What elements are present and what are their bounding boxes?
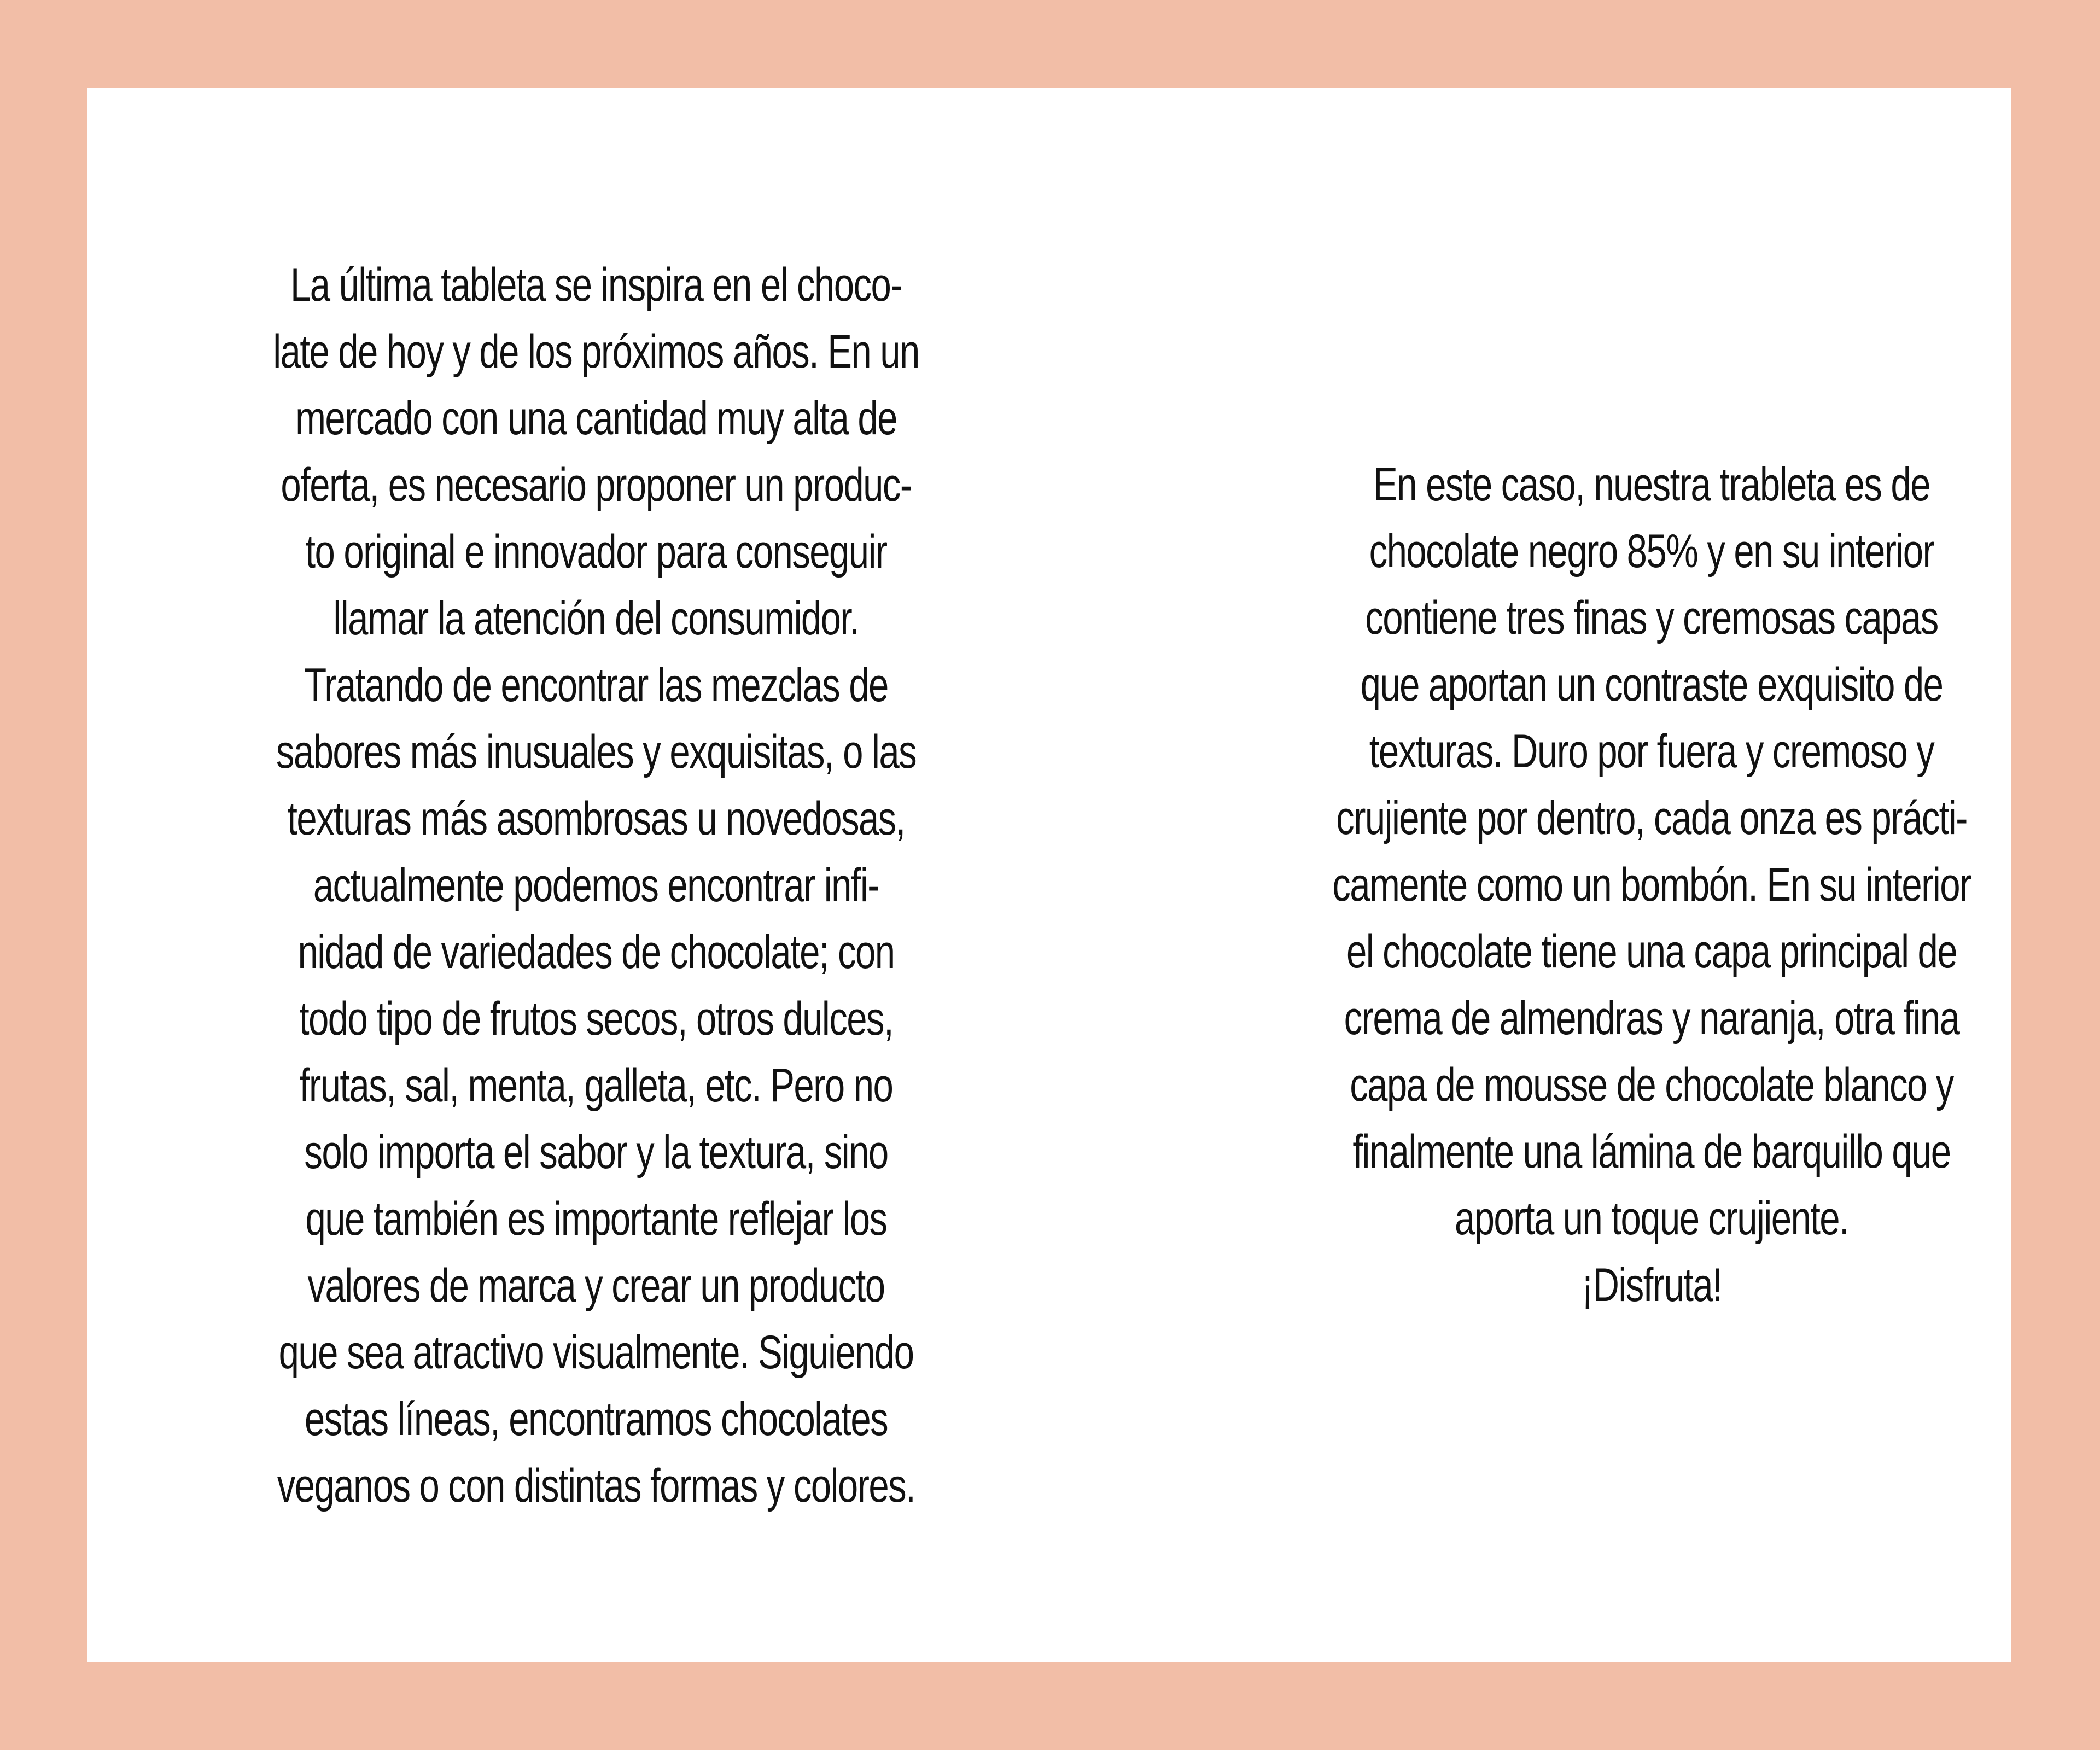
text-line: texturas más asombrosas u novedosas, xyxy=(287,792,905,845)
text-line: que también es importante reflejar los xyxy=(305,1193,887,1245)
text-line: frutas, sal, menta, galleta, etc. Pero no xyxy=(299,1059,893,1112)
text-line: En este caso, nuestra trableta es de xyxy=(1373,458,1930,511)
text-line: chocolate negro 85% y en su interior xyxy=(1369,525,1934,578)
text-line: crema de almendras y naranja, otra fina xyxy=(1344,992,1959,1045)
text-line: actualmente podemos encontrar infi- xyxy=(313,859,879,912)
text-line: el chocolate tiene una capa principal de xyxy=(1346,925,1957,978)
text-line: aporta un toque crujiente. xyxy=(1454,1192,1849,1245)
text-line: valores de marca y crear un producto xyxy=(307,1259,885,1312)
text-line: nidad de variedades de chocolate; con xyxy=(298,926,895,978)
left-text-column xyxy=(212,252,980,1519)
text-line: solo importa el sabor y la textura, sino xyxy=(304,1126,888,1179)
text-line: to original e innovador para conseguir xyxy=(305,526,887,578)
text-line: finalmente una lámina de barquillo que xyxy=(1352,1125,1951,1178)
right-text-column xyxy=(1268,451,2035,1319)
text-line: crujiente por dentro, cada onza es prácti- xyxy=(1336,792,1967,844)
page-panel xyxy=(88,88,2011,1662)
text-line: La última tableta se inspira en el choco- xyxy=(290,259,902,311)
text-line: contiene tres finas y cremosas capas xyxy=(1365,592,1938,644)
closing-line: ¡Disfruta! xyxy=(1581,1259,1722,1311)
text-line: capa de mousse de chocolate blanco y xyxy=(1350,1059,1953,1111)
text-line: que aportan un contraste exquisito de xyxy=(1360,658,1943,711)
text-line: texturas. Duro por fuera y cremoso y xyxy=(1369,725,1934,778)
text-line: veganos o con distintas formas y colores. xyxy=(277,1460,915,1512)
text-line: estas líneas, encontramos chocolates xyxy=(304,1393,888,1445)
text-line: llamar la atención del consumidor. xyxy=(333,592,859,645)
text-line: oferta, es necesario proponer un produc- xyxy=(281,459,912,511)
text-line: late de hoy y de los próximos años. En un xyxy=(273,325,919,378)
text-line: camente como un bombón. En su interior xyxy=(1332,859,1971,911)
text-line: todo tipo de frutos secos, otros dulces, xyxy=(299,993,894,1045)
text-line: que sea atractivo visualmente. Siguiendo xyxy=(278,1326,914,1379)
text-line: mercado con una cantidad muy alta de xyxy=(295,392,897,445)
text-line: sabores más inusuales y exquisitas, o las xyxy=(276,726,917,778)
text-line: Tratando de encontrar las mezclas de xyxy=(304,659,888,711)
